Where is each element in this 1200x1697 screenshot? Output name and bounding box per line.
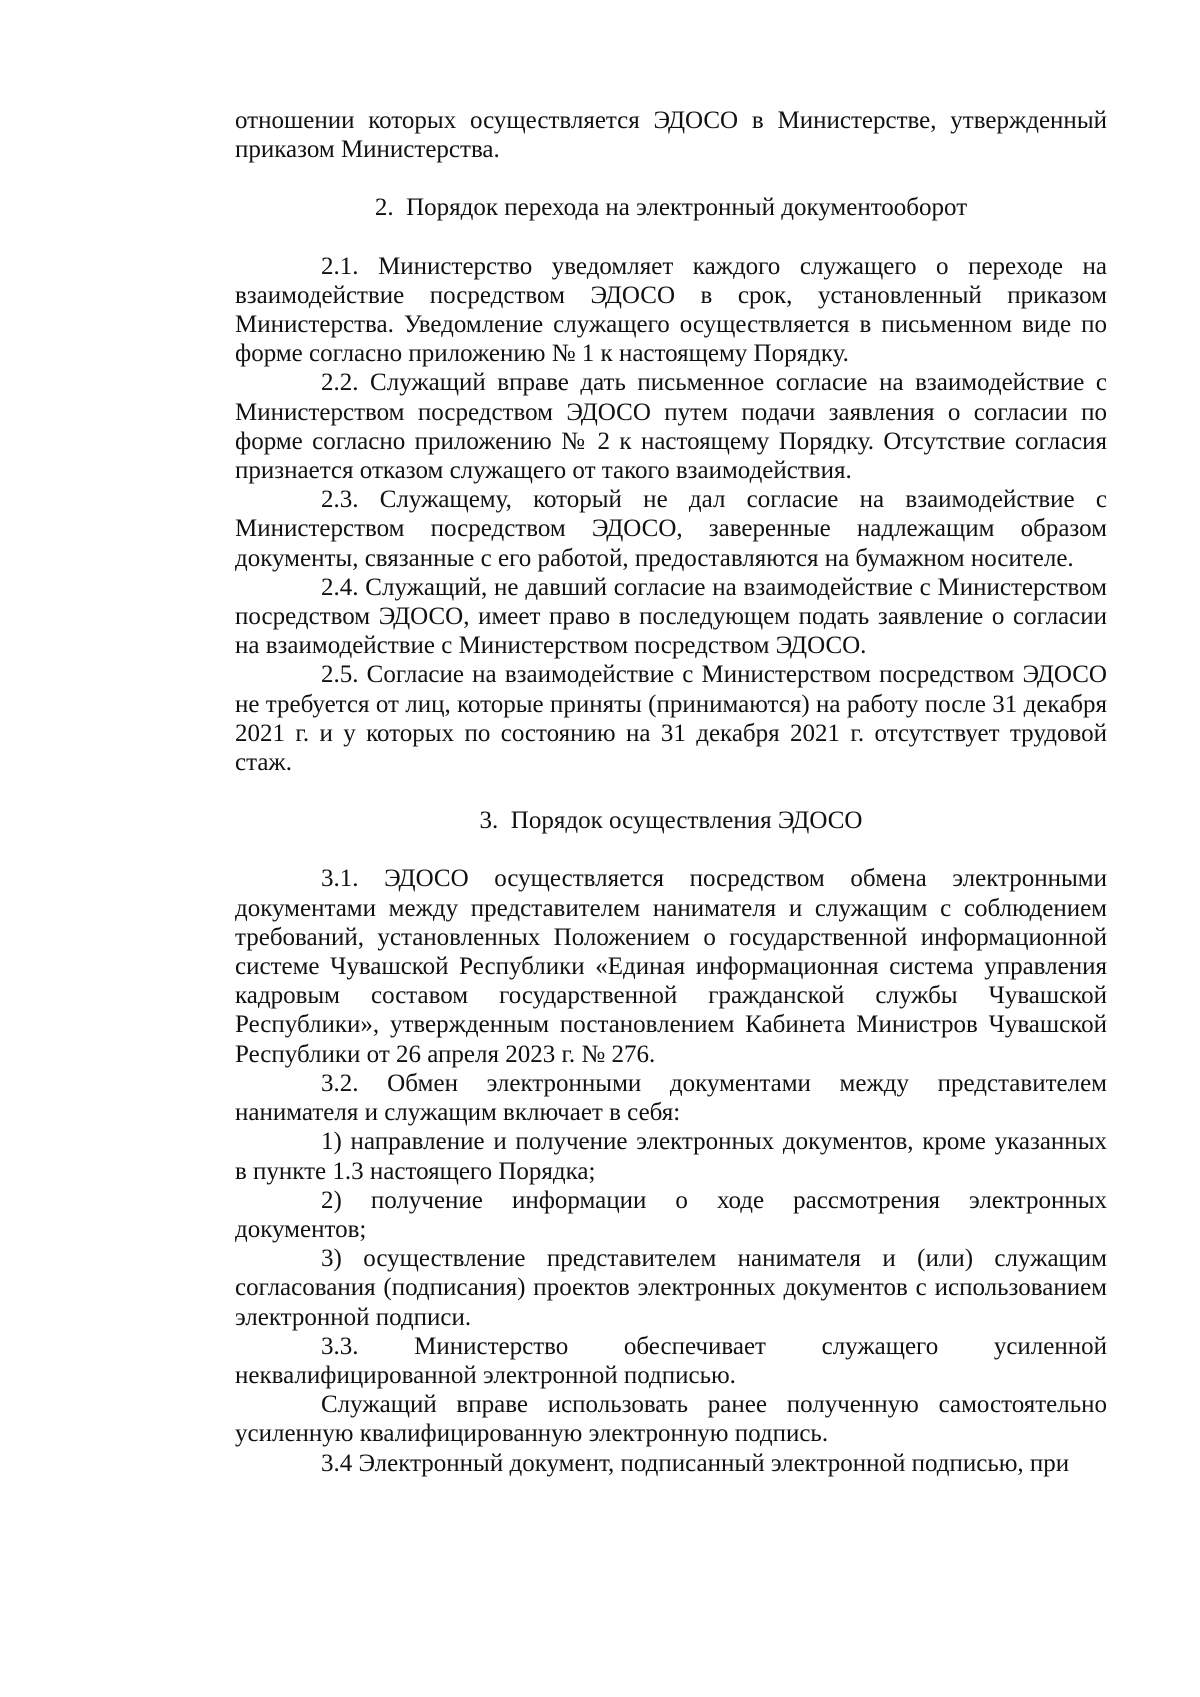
list-item-3-2-1: 1) направление и получение электронных документов, кроме указанных в пункте 1.3 настоящего Порядка; [235,1128,1107,1185]
intro-paragraph: отношении которых осуществляется ЭДОСО в Министерстве, утвержденный приказом Министерства. [235,107,1107,164]
section-3-heading: 3. Порядок осуществления ЭДОСО [479,807,863,835]
paragraph-3-4: 3.4 Электронный документ, подписанный электронной подписью, при [321,1449,1070,1477]
spacer [235,777,1107,806]
paragraph-3-3-note: Служащий вправе использовать ранее полученную самостоятельно усиленную квалифицированную электронную подпись. [235,1391,1107,1448]
paragraph-3-3: 3.3. Министерство обеспечивает служащего усиленной неквалифицированной электронной подписью. [235,1332,1107,1389]
paragraph-2-4: 2.4. Служащий, не давший согласие на взаимодействие с Министерством посредством ЭДОСО, имеет право в последующем подать заявление о согласии на взаимодействие с Министерством посредством ЭДОСО. [235,573,1107,660]
section-2-heading: 2. Порядок перехода на электронный документооборот [374,194,968,222]
list-item-3-2-3: 3) осуществление представителем нанимателя и (или) служащим согласования (подписания) проектов электронных документов с использованием электронной подписи. [235,1245,1107,1331]
spacer [235,164,1107,193]
list-item-3-2-2: 2) получение информации о ходе рассмотрения электронных документов; [235,1186,1107,1243]
paragraph-3-1: 3.1. ЭДОСО осуществляется посредством обмена электронными документами между представителем нанимателя и служащим с соблюдением требований, установленных Положением о государственной информационной системе Чувашской Республики «Единая информационная система управления кадровым составом государственной гражданской службы Чувашской Республики», утвержденным постановлением Кабинета Министров Чувашской Республики от 26 апреля 2023 г. № 276. [235,865,1107,1068]
paragraph-2-2: 2.2. Служащий вправе дать письменное согласие на взаимодействие с Министерством посредством ЭДОСО путем подачи заявления о согласии по форме согласно приложению № 2 к настоящему Порядку. Отсутствие согласия признается отказом служащего от такого взаимодействия. [235,369,1107,485]
paragraph-2-1: 2.1. Министерство уведомляет каждого служащего о переходе на взаимодействие посредством ЭДОСО в срок, установленный приказом Министерства. Уведомление служащего осуществляется в письменном виде по форме согласно приложению № 1 к настоящему Порядку. [235,252,1107,368]
spacer [235,223,1107,252]
document-page [235,106,1107,1478]
paragraph-2-3: 2.3. Служащему, который не дал согласие на взаимодействие с Министерством посредством ЭДОСО, заверенные надлежащим образом документы, связанные с его работой, предоставляются на бумажном носителе. [235,486,1107,572]
paragraph-3-2: 3.2. Обмен электронными документами между представителем нанимателя и служащим включает в себя: [235,1069,1107,1127]
paragraph-2-5: 2.5. Согласие на взаимодействие с Министерством посредством ЭДОСО не требуется от лиц, которые приняты (принимаются) на работу после 31 декабря 2021 г. и у которых по состоянию на 31 декабря 2021 г. отсутствует трудовой стаж. [235,661,1107,777]
spacer [235,835,1107,864]
